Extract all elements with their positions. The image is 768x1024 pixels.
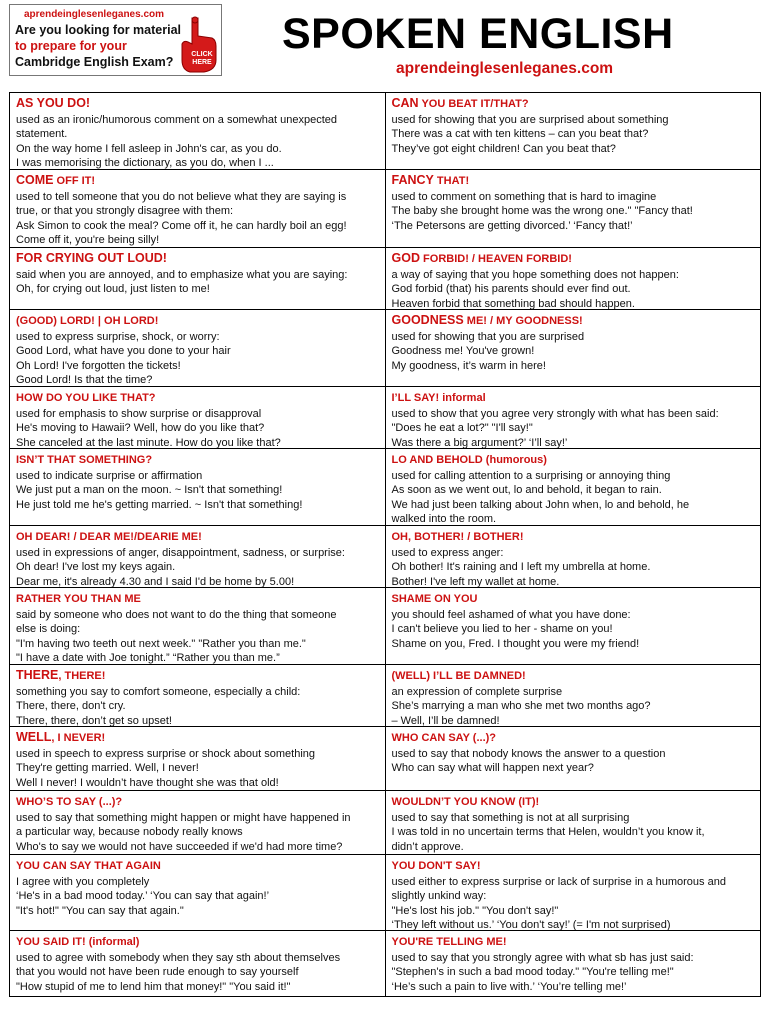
phrase-text-line: true, or that you strongly disagree with them: bbox=[16, 205, 234, 218]
phrase-heading-rest: OH, BOTHER! / BOTHER! bbox=[391, 531, 524, 543]
phrase-heading bbox=[16, 591, 380, 607]
phrase-text-line: used for showing that you are surprised about something bbox=[391, 114, 669, 126]
phrase-heading-rest: , THERE! bbox=[58, 670, 106, 682]
phrase-text-line: Bother! I've left my wallet at home. bbox=[391, 575, 560, 587]
phrase-text-line: slightly unkind way: bbox=[391, 890, 487, 903]
phrase-heading-rest: YOU CAN SAY THAT AGAIN bbox=[16, 860, 161, 872]
phrase-cell-right bbox=[386, 791, 762, 854]
phrase-heading-rest: I’LL SAY! informal bbox=[391, 392, 486, 404]
phrase-text-line: I was told in no uncertain terms that Helen, wouldn’t you know it, bbox=[391, 826, 705, 839]
phrase-heading bbox=[16, 668, 380, 684]
phrase-heading bbox=[392, 668, 756, 684]
phrase-heading bbox=[392, 591, 756, 607]
phrase-text-line: used for calling attention to a surprising or annoying thing bbox=[391, 470, 671, 482]
phrase-text-line: Dear me, it's already 4.30 and I said I'd be home by 5.00! bbox=[16, 575, 295, 587]
phrase-text-line: Good Lord! Is that the time? bbox=[16, 373, 153, 386]
phrase-text-line: you should feel ashamed of what you have done: bbox=[391, 609, 631, 621]
phrase-heading-rest: ISN’T THAT SOMETHING? bbox=[16, 454, 153, 466]
phrase-text-line: used for emphasis to show surprise or disapproval bbox=[16, 408, 262, 420]
phrase-heading-key: AS YOU DO! bbox=[16, 96, 91, 110]
phrase-text-line: used as an ironic/humorous comment on a somewhat unexpected bbox=[16, 114, 338, 126]
phrase-row bbox=[10, 588, 761, 665]
phrase-text-line: "Stephen's in such a bad mood today." "You're telling me!" bbox=[391, 966, 674, 979]
phrase-heading bbox=[16, 529, 380, 545]
phrase-heading-rest: WHO CAN SAY (...)? bbox=[391, 732, 497, 744]
phrase-text-line: "He's lost his job." "You don't say!" bbox=[391, 904, 559, 917]
phrase-text-line: We just put a man on the moon. ~ Isn't that something! bbox=[16, 484, 283, 497]
phrase-cell-left bbox=[10, 791, 386, 854]
phrase-text-line: There was a cat with ten kittens – can you beat that? bbox=[391, 128, 649, 141]
phrase-text-line: a particular way, because nobody really knows bbox=[16, 826, 243, 839]
phrase-cell-left bbox=[10, 588, 386, 664]
phrase-text-line: "How stupid of me to lend him that money!" "You said it!" bbox=[16, 980, 291, 993]
phrase-text-line: Was there a big argument?’ ‘I’ll say!’ bbox=[391, 436, 568, 448]
phrase-cell-right bbox=[386, 727, 762, 790]
phrase-grid bbox=[9, 92, 761, 997]
phrase-cell-right bbox=[386, 387, 762, 448]
phrase-row bbox=[10, 93, 761, 170]
phrase-heading bbox=[16, 794, 380, 810]
phrase-heading-rest: HOW DO YOU LIKE THAT? bbox=[16, 392, 156, 404]
phrase-cell-right bbox=[386, 93, 762, 169]
phrase-cell-right bbox=[386, 526, 762, 587]
phrase-text-line: Who's to say we would not have succeeded if we'd had more time? bbox=[16, 840, 343, 853]
ad-line-2: to prepare for your bbox=[15, 39, 127, 53]
phrase-heading-key: GOD bbox=[391, 251, 420, 265]
phrase-text-line: ‘They left without us.’ ‘You don't say!’ (= I'm not surprised) bbox=[391, 918, 671, 930]
phrase-text-line: a way of saying that you hope something does not happen: bbox=[391, 269, 679, 281]
phrase-text-line: I agree with you completely bbox=[16, 876, 150, 888]
phrase-heading bbox=[392, 529, 756, 545]
phrase-text-line: On the way home I fell asleep in John's car, as you do. bbox=[16, 142, 282, 155]
phrase-heading-rest: SHAME ON YOU bbox=[391, 593, 478, 605]
phrase-text-line: My goodness, it’s warm in here! bbox=[391, 359, 546, 372]
phrase-heading bbox=[16, 390, 380, 406]
phrase-heading bbox=[16, 96, 380, 112]
phrase-cell-right bbox=[386, 170, 762, 247]
phrase-heading bbox=[392, 251, 756, 267]
phrase-heading-rest: YOU'RE TELLING ME! bbox=[391, 936, 507, 948]
phrase-cell-left bbox=[10, 248, 386, 309]
phrase-text-line: else is doing: bbox=[16, 623, 81, 636]
ad-url: aprendeinglesenleganes.com bbox=[23, 9, 165, 20]
phrase-text-line: Shame on you, Fred. I thought you were my friend! bbox=[391, 637, 640, 650]
phrase-row bbox=[10, 727, 761, 791]
phrase-cell-left bbox=[10, 387, 386, 448]
phrase-cell-right bbox=[386, 931, 762, 996]
phrase-heading bbox=[392, 858, 756, 874]
page-title: SPOKEN ENGLISH bbox=[282, 10, 674, 58]
phrase-heading-rest: YOU BEAT IT/THAT? bbox=[418, 98, 529, 110]
phrase-text-line: "Does he eat a lot?" "I'll say!" bbox=[391, 422, 533, 435]
phrase-heading-rest: WOULDN’T YOU KNOW (IT)! bbox=[391, 796, 540, 808]
phrase-text-line: ‘He's in a bad mood today.’ ‘You can say that again!’ bbox=[16, 890, 270, 903]
phrase-heading bbox=[392, 730, 756, 746]
phrase-text-line: used to say that you strongly agree with what sb has just said: bbox=[391, 952, 694, 964]
phrase-text-line: There, there, don't cry. bbox=[16, 700, 126, 713]
phrase-text-line: He's moving to Hawaii? Well, how do you like that? bbox=[16, 422, 265, 435]
phrase-text-line: used to express anger: bbox=[391, 547, 504, 559]
phrase-row bbox=[10, 855, 761, 931]
phrase-text-line: used to say that something is not at all surprising bbox=[391, 812, 630, 824]
phrase-text-line: "It's hot!" "You can say that again." bbox=[16, 904, 184, 917]
phrase-text-line: used to say that something might happen or might have happened in bbox=[16, 812, 351, 824]
phrase-heading bbox=[16, 251, 380, 267]
phrase-text-line: used to agree with somebody when they say sth about themselves bbox=[16, 952, 341, 964]
phrase-heading-key: COME bbox=[16, 173, 54, 187]
phrase-heading-rest: LO AND BEHOLD (humorous) bbox=[391, 454, 547, 466]
ad-banner[interactable] bbox=[9, 4, 222, 76]
phrase-heading-key: FOR CRYING OUT LOUD! bbox=[16, 251, 167, 265]
phrase-cell-left bbox=[10, 526, 386, 587]
phrase-row bbox=[10, 170, 761, 248]
phrase-heading-rest: (WELL) I’LL BE DAMNED! bbox=[391, 670, 526, 682]
phrase-text-line: He just told me he's getting married. ~ Isn't that something! bbox=[16, 498, 303, 511]
phrase-text-line: ‘The Petersons are getting divorced.’ ‘Fancy that!’ bbox=[391, 219, 633, 232]
phrase-heading bbox=[16, 452, 380, 468]
phrase-text-line: Oh bother! It's raining and I left my umbrella at home. bbox=[391, 561, 651, 574]
phrase-text-line: used for showing that you are surprised bbox=[391, 331, 585, 343]
phrase-text-line: Oh, for crying out loud, just listen to me! bbox=[16, 283, 210, 296]
phrase-text-line: Good Lord, what have you done to your hair bbox=[16, 345, 231, 358]
phrase-text-line: As soon as we went out, lo and behold, it began to rain. bbox=[391, 484, 662, 497]
phrase-text-line: I was memorising the dictionary, as you do, when I ... bbox=[16, 156, 274, 169]
phrase-heading-rest: THAT! bbox=[433, 175, 470, 187]
phrase-text-line: ‘He’s such a pain to live with.’ ‘You’re telling me!’ bbox=[391, 980, 627, 993]
phrase-row bbox=[10, 310, 761, 387]
phrase-row bbox=[10, 526, 761, 588]
phrase-cell-left bbox=[10, 449, 386, 525]
phrase-text-line: used to show that you agree very strongly with what has been said: bbox=[391, 408, 719, 420]
phrase-heading bbox=[392, 794, 756, 810]
phrase-heading bbox=[392, 934, 756, 950]
phrase-heading bbox=[16, 730, 380, 746]
phrase-text-line: Well I never! I wouldn’t have thought she was that old! bbox=[16, 776, 279, 789]
phrase-heading-rest: OH DEAR! / DEAR ME!/DEARIE ME! bbox=[16, 531, 202, 543]
phrase-text-line: an expression of complete surprise bbox=[391, 686, 563, 698]
phrase-text-line: Oh dear! I've lost my keys again. bbox=[16, 561, 176, 574]
ad-line-3: Cambridge English Exam? bbox=[15, 55, 174, 69]
phrase-text-line: "I have a date with Joe tonight.” “Rather you than me.” bbox=[16, 651, 280, 664]
phrase-heading-key: WELL bbox=[16, 730, 52, 744]
site-url[interactable]: aprendeinglesenleganes.com bbox=[396, 60, 614, 77]
phrase-text-line: Come off it, you're being silly! bbox=[16, 233, 160, 246]
phrase-heading-key: THERE bbox=[16, 668, 59, 682]
phrase-text-line: We had just been talking about John when, lo and behold, he bbox=[391, 498, 690, 511]
phrase-heading-rest: FORBID! / HEAVEN FORBID! bbox=[419, 253, 572, 265]
phrase-cell-right bbox=[386, 248, 762, 309]
phrase-text-line: Oh Lord! I've forgotten the tickets! bbox=[16, 359, 181, 372]
phrase-cell-right bbox=[386, 449, 762, 525]
phrase-heading bbox=[392, 390, 756, 406]
phrase-text-line: Heaven forbid that something bad should happen. bbox=[391, 297, 635, 309]
phrase-heading-rest: YOU DON'T SAY! bbox=[391, 860, 481, 872]
phrase-heading bbox=[16, 858, 380, 874]
phrase-cell-left bbox=[10, 170, 386, 247]
phrase-cell-left bbox=[10, 931, 386, 996]
phrase-row bbox=[10, 791, 761, 855]
phrase-heading-key: GOODNESS bbox=[391, 313, 464, 327]
phrase-text-line: used to comment on something that is hard to imagine bbox=[391, 191, 657, 203]
click-here-label[interactable]: CLICK HERE bbox=[191, 51, 213, 66]
phrase-heading-rest: (GOOD) LORD! | OH LORD! bbox=[16, 315, 159, 327]
phrase-row bbox=[10, 665, 761, 727]
phrase-cell-left bbox=[10, 665, 386, 726]
phrase-text-line: used to tell someone that you do not believe what they are saying is bbox=[16, 191, 347, 203]
phrase-cell-right bbox=[386, 855, 762, 930]
phrase-heading bbox=[392, 96, 756, 112]
phrase-text-line: There, there, don’t get so upset! bbox=[16, 714, 172, 726]
phrase-text-line: She canceled at the last minute. How do you like that? bbox=[16, 436, 281, 448]
phrase-heading bbox=[16, 934, 380, 950]
phrase-cell-right bbox=[386, 310, 762, 386]
phrase-text-line: used either to express surprise or lack of surprise in a humorous and bbox=[391, 876, 726, 888]
phrase-text-line: – Well, I’ll be damned! bbox=[391, 714, 500, 726]
phrase-text-line: used in speech to express surprise or shock about something bbox=[16, 748, 315, 760]
phrase-heading bbox=[16, 313, 380, 329]
phrase-row bbox=[10, 248, 761, 310]
phrase-text-line: said by someone who does not want to do the thing that someone bbox=[16, 609, 337, 621]
phrase-row bbox=[10, 387, 761, 449]
phrase-row bbox=[10, 931, 761, 997]
phrase-heading bbox=[392, 313, 756, 329]
phrase-text-line: used in expressions of anger, disappointment, sadness, or surprise: bbox=[16, 547, 345, 559]
phrase-text-line: The baby she brought home was the wrong one." "Fancy that! bbox=[391, 205, 693, 218]
phrase-cell-left bbox=[10, 855, 386, 930]
phrase-heading-rest: RATHER YOU THAN ME bbox=[16, 593, 141, 605]
phrase-text-line: She’s marrying a man who she met two months ago? bbox=[391, 700, 651, 713]
phrase-text-line: statement. bbox=[16, 128, 68, 141]
phrase-heading bbox=[16, 173, 380, 189]
phrase-text-line: Goodness me! You've grown! bbox=[391, 345, 535, 358]
phrase-row bbox=[10, 449, 761, 526]
phrase-heading-rest: WHO’S TO SAY (...)? bbox=[16, 796, 123, 808]
phrase-cell-left bbox=[10, 93, 386, 169]
phrase-text-line: They’ve got eight children! Can you beat that? bbox=[391, 142, 616, 155]
phrase-heading-key: FANCY bbox=[391, 173, 434, 187]
phrase-heading-rest: YOU SAID IT! (informal) bbox=[16, 936, 140, 948]
phrase-text-line: used to indicate surprise or affirmation bbox=[16, 470, 203, 482]
phrase-text-line: used to say that nobody knows the answer to a question bbox=[391, 748, 666, 760]
phrase-text-line: didn’t approve. bbox=[391, 840, 464, 853]
phrase-text-line: walked into the room. bbox=[391, 512, 497, 525]
phrase-heading bbox=[392, 452, 756, 468]
phrase-cell-right bbox=[386, 588, 762, 664]
phrase-cell-left bbox=[10, 727, 386, 790]
phrase-text-line: "I'm having two teeth out next week." "Rather you than me." bbox=[16, 637, 306, 650]
phrase-heading-rest: OFF IT! bbox=[53, 175, 96, 187]
phrase-text-line: that you would not have been rude enough to say yourself bbox=[16, 966, 299, 979]
phrase-heading-rest: , I NEVER! bbox=[51, 732, 106, 744]
ad-line-1: Are you looking for material bbox=[15, 23, 182, 37]
phrase-text-line: I can't believe you lied to her - shame on you! bbox=[391, 623, 613, 636]
phrase-cell-right bbox=[386, 665, 762, 726]
phrase-text-line: used to express surprise, shock, or worry: bbox=[16, 331, 220, 343]
phrase-heading-key: CAN bbox=[391, 96, 419, 110]
phrase-text-line: God forbid (that) his parents should ever find out. bbox=[391, 283, 631, 296]
phrase-heading-rest: ME! / MY GOODNESS! bbox=[463, 315, 583, 327]
phrase-text-line: said when you are annoyed, and to emphasize what you are saying: bbox=[16, 269, 348, 281]
phrase-text-line: Ask Simon to cook the meal? Come off it, he can hardly boil an egg! bbox=[16, 219, 347, 232]
phrase-text-line: They're getting married. Well, I never! bbox=[16, 762, 199, 775]
phrase-text-line: something you say to comfort someone, especially a child: bbox=[16, 686, 301, 698]
phrase-cell-left bbox=[10, 310, 386, 386]
phrase-heading bbox=[392, 173, 756, 189]
phrase-text-line: Who can say what will happen next year? bbox=[391, 762, 594, 775]
